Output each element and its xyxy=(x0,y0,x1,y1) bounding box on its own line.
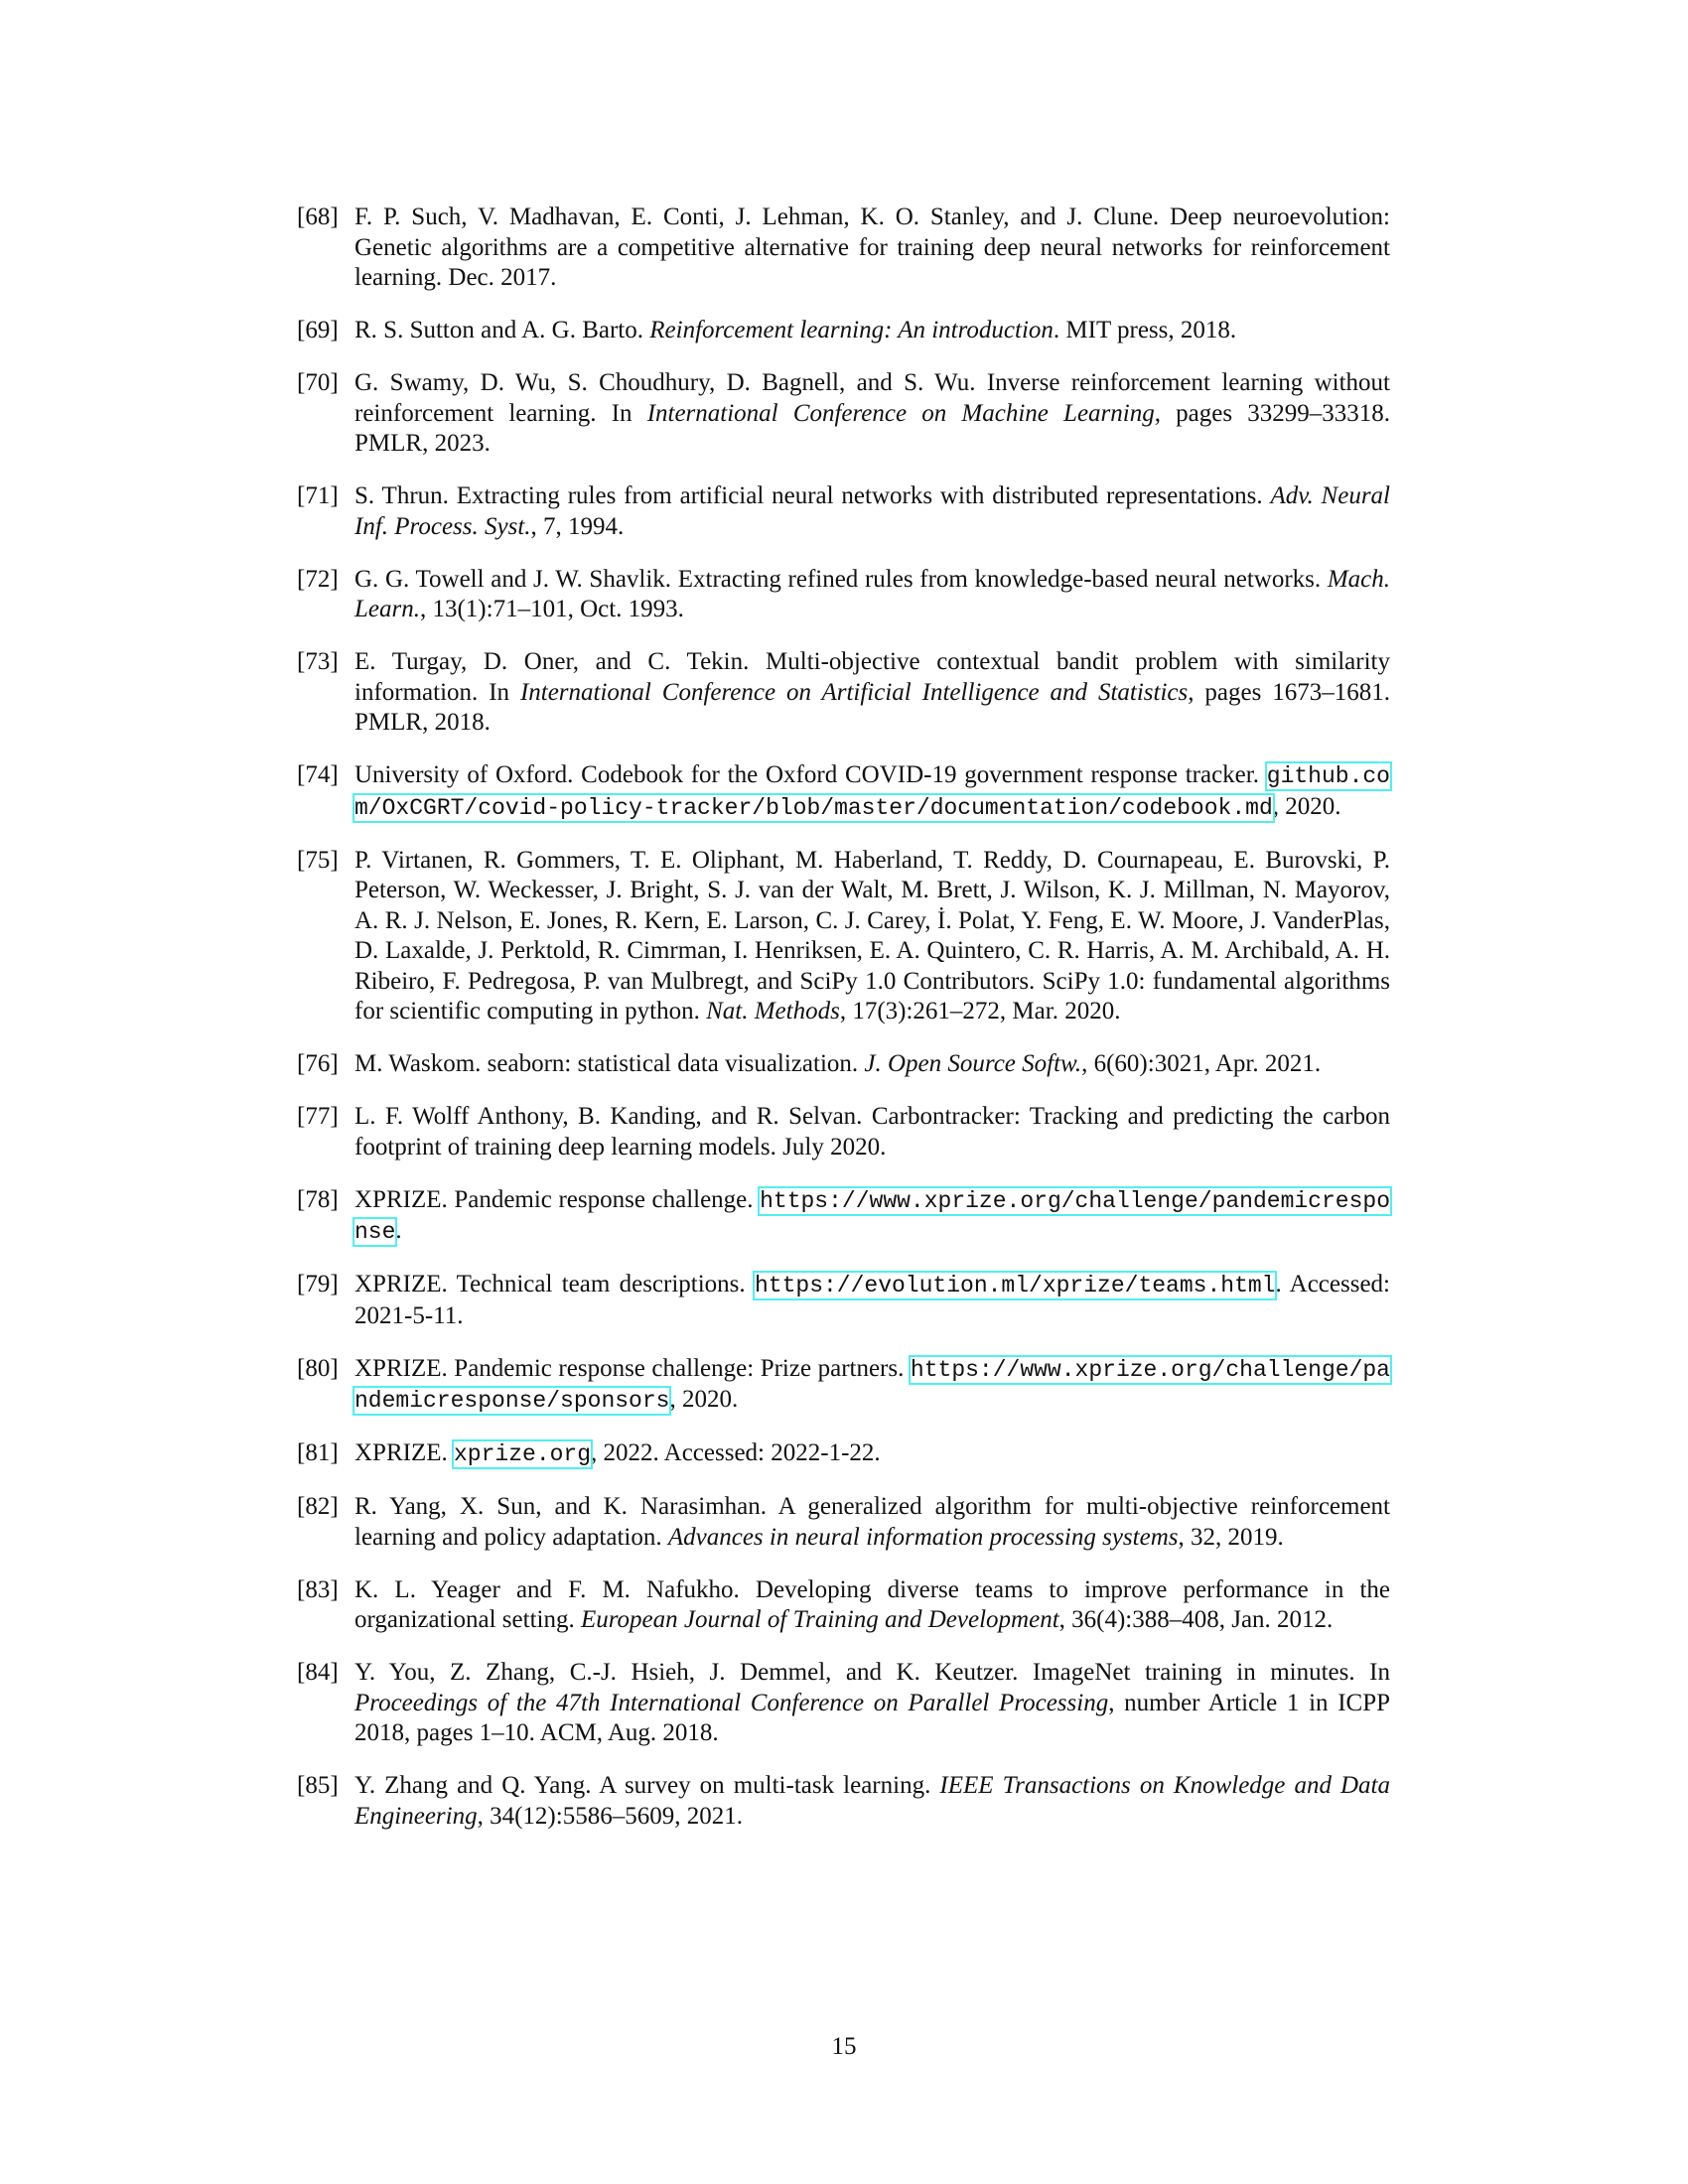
reference-text-segment: G. G. Towell and J. W. Shavlik. Extracting refined rules from knowledge-based neural networks. xyxy=(354,565,1328,593)
reference-entry xyxy=(297,1492,1390,1553)
reference-entry xyxy=(297,846,1390,1027)
reference-number: [82] xyxy=(297,1493,339,1520)
page-number: 15 xyxy=(831,2033,857,2060)
reference-text-segment: , number Article 1 in ICPP 2018, pages 1–10. ACM, Aug. 2018. xyxy=(354,1689,1390,1746)
reference-text-segment: R. Yang, X. Sun, and K. Narasimhan. A generalized algorithm for multi-objective reinforcement learning and policy adaptation. xyxy=(354,1493,1390,1551)
reference-text-segment: R. S. Sutton and A. G. Barto. xyxy=(354,317,650,343)
reference-number: [69] xyxy=(297,317,339,343)
reference-text-segment: K. L. Yeager and F. M. Nafukho. Developing diverse teams to improve performance in the organizational setting. xyxy=(354,1575,1390,1633)
reference-number: [80] xyxy=(297,1354,339,1382)
reference-text xyxy=(354,1354,1390,1417)
reference-entry xyxy=(297,1102,1390,1162)
reference-text-segment: XPRIZE. Technical team descriptions. xyxy=(354,1271,755,1297)
reference-url-link[interactable]: xprize.org xyxy=(454,1441,592,1467)
reference-text-segment: University of Oxford. Codebook for the Oxford COVID-19 government response tracker. xyxy=(354,761,1267,788)
reference-text xyxy=(354,565,1390,625)
reference-venue-italic: Adv. Neural Inf. Process. Syst. xyxy=(354,482,1390,540)
reference-text xyxy=(354,1270,1390,1331)
reference-entry xyxy=(297,1270,1390,1331)
reference-text xyxy=(354,1492,1390,1553)
reference-text-segment: , 36(4):388–408, Jan. 2012. xyxy=(1058,1606,1334,1633)
reference-text xyxy=(354,1575,1390,1636)
reference-text xyxy=(354,368,1390,460)
reference-text-segment: , 2022. Accessed: 2022-1-22. xyxy=(591,1439,881,1466)
reference-text xyxy=(354,846,1390,1027)
reference-venue-italic: International Conference on Artificial Intelligence and Statistics xyxy=(519,678,1189,706)
reference-text-segment: E. Turgay, D. Oner, and C. Tekin. Multi-objective contextual bandit problem with similarity information. In xyxy=(354,648,1390,706)
reference-text-segment: , 6(60):3021, Apr. 2021. xyxy=(1081,1050,1322,1077)
reference-entry xyxy=(297,1185,1390,1248)
reference-number: [83] xyxy=(297,1575,339,1603)
reference-text-segment: F. P. Such, V. Madhavan, E. Conti, J. Lehman, K. O. Stanley, and J. Clune. Deep neuroevolution: Genetic algorithms are a competitive alternative for training deep neural networks for reinforcement learning. Dec. 2017. xyxy=(354,204,1390,291)
reference-text-segment: XPRIZE. Pandemic response challenge. xyxy=(354,1185,761,1213)
reference-url-link[interactable]: github.com/OxCGRT/covid-policy-tracker/blob/master/documentation/codebook.md xyxy=(354,763,1390,821)
reference-number: [73] xyxy=(297,648,339,675)
reference-text-segment: XPRIZE. xyxy=(354,1439,454,1466)
reference-venue-italic: International Conference on Machine Learning xyxy=(646,399,1155,427)
reference-number: [70] xyxy=(297,369,339,396)
reference-entry xyxy=(297,647,1390,739)
reference-entry xyxy=(297,1771,1390,1832)
reference-text xyxy=(354,1771,1390,1832)
reference-venue-italic: Advances in neural information processing systems xyxy=(667,1523,1179,1551)
reference-text-segment: , pages 33299–33318. PMLR, 2023. xyxy=(354,399,1390,457)
reference-entry xyxy=(297,565,1390,625)
reference-number: [78] xyxy=(297,1185,339,1213)
reference-url-link[interactable]: https://www.xprize.org/challenge/pandemicresponse xyxy=(354,1187,1390,1245)
reference-text-segment: S. Thrun. Extracting rules from artificial neural networks with distributed representations. xyxy=(354,482,1271,509)
reference-venue-italic: Nat. Methods xyxy=(706,998,840,1024)
reference-text-segment: , 7, 1994. xyxy=(530,512,625,540)
reference-text-segment: , 2020. xyxy=(669,1386,739,1413)
reference-venue-italic: Proceedings of the 47th International Conference on Parallel Processing xyxy=(354,1689,1109,1716)
reference-text xyxy=(354,481,1390,542)
reference-number: [84] xyxy=(297,1659,339,1686)
reference-text-segment: P. Virtanen, R. Gommers, T. E. Oliphant, M. Haberland, T. Reddy, D. Cournapeau, E. Burovski, P. Peterson, W. Weckesser, J. Bright, S. J. van der Walt, M. Brett, J. Wilson, K. J. Millman, N. Mayorov, A. R. J. Nelson, E. Jones, R. Kern, E. Larson, C. J. Carey, İ. Polat, Y. Feng, E. W. Moore, J. VanderPlas, D. Laxalde, J. Perktold, R. Cimrman, I. Henriksen, E. A. Quintero, C. R. Harris, A. M. Archibald, A. H. Ribeiro, F. Pedregosa, P. van Mulbregt, and SciPy 1.0 Contributors. SciPy 1.0: fundamental algorithms for scientific computing in python. xyxy=(354,846,1390,1024)
reference-entry xyxy=(297,1354,1390,1417)
reference-venue-italic: Mach. Learn. xyxy=(354,565,1390,622)
reference-text xyxy=(354,1049,1390,1080)
reference-number: [75] xyxy=(297,846,339,874)
reference-text xyxy=(354,316,1390,346)
reference-text-segment: . Accessed: 2021-5-11. xyxy=(354,1271,1391,1329)
reference-number: [77] xyxy=(297,1103,339,1130)
reference-text xyxy=(354,1658,1390,1749)
reference-text-segment: , 17(3):261–272, Mar. 2020. xyxy=(839,998,1121,1024)
reference-text xyxy=(354,1102,1390,1162)
reference-text-segment: , 32, 2019. xyxy=(1178,1523,1284,1551)
reference-entry xyxy=(297,1575,1390,1636)
reference-text-segment: , 34(12):5586–5609, 2021. xyxy=(477,1802,743,1830)
reference-text-segment: XPRIZE. Pandemic response challenge: Prize partners. xyxy=(354,1354,911,1382)
reference-text xyxy=(354,203,1390,294)
reference-entry xyxy=(297,203,1390,294)
reference-number: [81] xyxy=(297,1439,339,1466)
reference-text xyxy=(354,647,1390,739)
reference-text-segment: . xyxy=(395,1217,402,1244)
reference-text-segment: , 13(1):71–101, Oct. 1993. xyxy=(419,596,684,622)
reference-number: [74] xyxy=(297,761,339,788)
reference-text-segment: . MIT press, 2018. xyxy=(1053,317,1237,343)
reference-text-segment: L. F. Wolff Anthony, B. Kanding, and R. Selvan. Carbontracker: Tracking and predicting the carbon footprint of training deep learning models. July 2020. xyxy=(354,1103,1390,1160)
reference-venue-italic: European Journal of Training and Development xyxy=(580,1606,1059,1633)
reference-url-link[interactable]: https://evolution.ml/xprize/teams.html xyxy=(754,1273,1276,1298)
reference-entry xyxy=(297,368,1390,460)
reference-venue-italic: Reinforcement learning: An introduction xyxy=(649,317,1054,343)
reference-text xyxy=(354,760,1390,823)
reference-number: [79] xyxy=(297,1271,339,1297)
reference-entry xyxy=(297,1658,1390,1749)
reference-entry xyxy=(297,760,1390,823)
reference-text-segment: , 2020. xyxy=(1272,792,1341,820)
reference-number: [85] xyxy=(297,1772,339,1799)
reference-venue-italic: IEEE Transactions on Knowledge and Data Engineering xyxy=(354,1772,1391,1830)
reference-text-segment: Y. You, Z. Zhang, C.-J. Hsieh, J. Demmel, and K. Keutzer. ImageNet training in minutes. In xyxy=(354,1659,1390,1686)
reference-text xyxy=(354,1185,1390,1248)
reference-text-segment: G. Swamy, D. Wu, S. Choudhury, D. Bagnell, and S. Wu. Inverse reinforcement learning without reinforcement learning. In xyxy=(354,369,1390,427)
reference-entry xyxy=(297,1438,1390,1470)
reference-entry xyxy=(297,1049,1390,1080)
reference-entry xyxy=(297,316,1390,346)
reference-number: [72] xyxy=(297,565,339,593)
reference-text-segment: Y. Zhang and Q. Yang. A survey on multi-task learning. xyxy=(354,1772,940,1799)
reference-number: [68] xyxy=(297,204,339,230)
reference-entry xyxy=(297,481,1390,542)
reference-text xyxy=(354,1438,1390,1470)
reference-number: [71] xyxy=(297,482,339,509)
reference-url-link[interactable]: https://www.xprize.org/challenge/pandemicresponse/sponsors xyxy=(354,1356,1390,1414)
reference-list xyxy=(297,203,1390,1854)
reference-venue-italic: J. Open Source Softw. xyxy=(864,1050,1082,1077)
reference-text-segment: , pages 1673–1681. PMLR, 2018. xyxy=(354,678,1390,736)
reference-text-segment: M. Waskom. seaborn: statistical data visualization. xyxy=(354,1050,865,1077)
reference-number: [76] xyxy=(297,1050,339,1077)
